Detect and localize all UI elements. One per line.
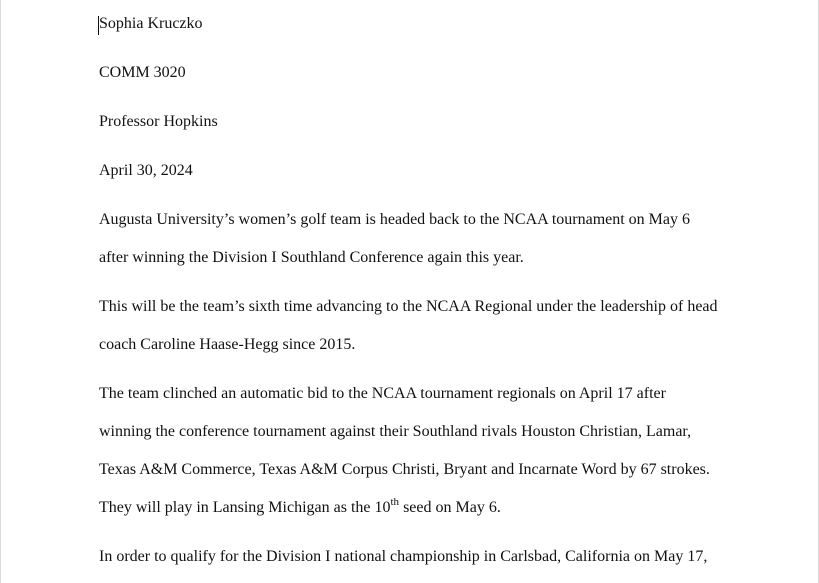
paragraph-3-line-3: Texas A&M Commerce, Texas A&M Corpus Christi, Bryant and Incarnate Word by 67 strokes. [99, 461, 710, 478]
ordinal-suffix: th [390, 495, 400, 508]
document-date: April 30, 2024 [99, 162, 193, 179]
paragraph-3-line-4-end: seed on May 6. [399, 499, 501, 516]
professor-name: Professor Hopkins [99, 113, 218, 130]
author-name: Sophia Kruczko [99, 15, 203, 32]
paragraph-1-line-2: after winning the Division I Southland Conference again this year. [99, 249, 524, 266]
paragraph-3-line-4-start: They will play in Lansing Michigan as the 10 [99, 499, 391, 516]
document-body[interactable] [99, 12, 779, 569]
course-code: COMM 3020 [99, 64, 186, 81]
paragraph-3-line-1: The team clinched an automatic bid to the NCAA tournament regionals on April 17 after [99, 385, 666, 402]
paragraph-3-line-4 [99, 496, 779, 520]
paragraph-2-line-1: This will be the team’s sixth time advancing to the NCAA Regional under the leadership of head [99, 298, 718, 315]
paragraph-1-line-1: Augusta University’s women’s golf team is headed back to the NCAA tournament on May 6 [99, 211, 691, 228]
paragraph-4-line-1: In order to qualify for the Division I national championship in Carlsbad, California on May 17, [99, 548, 708, 565]
paragraph-2-line-2: coach Caroline Haase-Hegg since 2015. [99, 336, 356, 353]
paragraph-3-line-2: winning the conference tournament against their Southland rivals Houston Christian, Lamar, [99, 423, 692, 440]
